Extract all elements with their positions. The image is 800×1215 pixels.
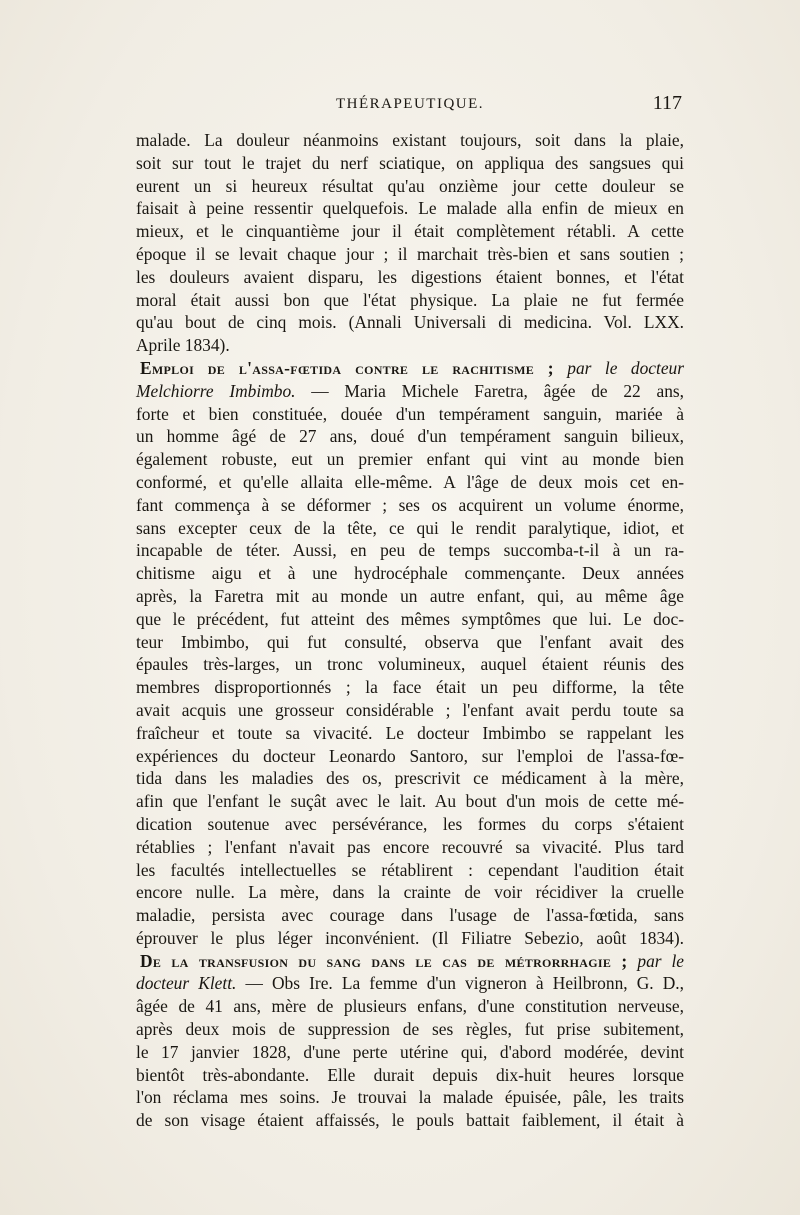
text-line: époque il se levait chaque jour ; il marchait très-bien et sans soutien ;	[136, 243, 684, 264]
text-line: bientôt très-abondante. Elle durait depuis dix-huit heures lorsque	[136, 1064, 684, 1085]
text-line: sans excepter ceux de la tête, ce qui le rendit paralytique, idiot, et	[136, 517, 684, 538]
section-author: Melchiorre Imbimbo.	[136, 380, 296, 401]
page-number: 117	[652, 92, 682, 114]
running-title: THÉRAPEUTIQUE.	[335, 96, 485, 112]
text-line: âgée de 41 ans, mère de plusieurs enfans, d'une constitution nerveuse,	[136, 996, 684, 1017]
text-line: l'on réclama mes soins. Je trouvai la malade épuisée, pâle, les traits	[136, 1087, 684, 1108]
body-text	[136, 129, 684, 1132]
section-heading-line	[136, 950, 684, 973]
text-line: membres disproportionnés ; la face était un peu difforme, la tête	[136, 677, 684, 698]
text-line: tida dans les maladies des os, prescrivit ce médicament à la mère,	[136, 768, 684, 789]
text-line: de son visage étaient affaissés, le pouls battait faiblement, il était à	[136, 1110, 684, 1131]
text-line: un homme âgé de 27 ans, doué d'un tempérament sanguin bilieux,	[136, 426, 684, 447]
text-line: Melchiorre Imbimbo. — Maria Michele Faretra, âgée de 22 ans,	[136, 380, 685, 401]
text-line: conformé, et qu'elle allaita elle-même. A l'âge de deux mois cet en-	[136, 471, 684, 492]
text-line: également robuste, eut un premier enfant qui vint au monde bien	[136, 449, 684, 470]
text-line: afin que l'enfant le suçât avec le lait. Au bout d'un mois de cette mé-	[136, 791, 684, 812]
text-line: fant commença à se déformer ; ses os acquirent un volume énorme,	[136, 494, 684, 515]
text-line: que le précédent, fut atteint des mêmes symptômes que lui. Le doc-	[136, 608, 684, 629]
section-byline: par le	[627, 950, 685, 971]
text-line: docteur Klett. — Obs Ire. La femme d'un vigneron à Heilbronn, G. D.,	[136, 973, 684, 994]
text-line: soit sur tout le trajet du nerf sciatique, on appliqua des sangsues qui	[136, 152, 684, 173]
section-heading-line	[136, 357, 684, 380]
text-line: forte et bien constituée, douée d'un tempérament sanguin, mariée à	[136, 403, 684, 424]
text-line: rétablies ; l'enfant n'avait pas encore recouvré sa vivacité. Plus tard	[136, 836, 684, 857]
section-heading: De la transfusion du sang dans le cas de métrorrhagie ;	[140, 950, 628, 971]
text-line: expériences du docteur Leonardo Santoro, sur l'emploi de l'assa-fœ-	[136, 745, 684, 766]
text-line: après, la Faretra mit au monde un autre enfant, qui, au même âge	[136, 585, 684, 606]
text-line: malade. La douleur néanmoins existant toujours, soit dans la plaie,	[136, 130, 684, 150]
text-line: incapable de téter. Aussi, en peu de temps succomba-t-il à un ra-	[136, 540, 684, 561]
text-line: avait acquis une grosseur considérable ; l'enfant avait perdu toute sa	[136, 699, 684, 720]
text-line: le 17 janvier 1828, d'une perte utérine qui, d'abord modérée, devint	[136, 1041, 684, 1062]
section-heading: Emploi de l'assa-fœtida contre le rachitisme ;	[140, 357, 554, 378]
text-line: épaules très-larges, un tronc volumineux, auquel étaient réunis des	[136, 654, 684, 675]
text-line: dication soutenue avec persévérance, les formes du corps s'étaient	[136, 813, 684, 834]
text-line: eurent un si heureux résultat qu'au onzième jour cette douleur se	[136, 175, 684, 196]
text-line: éprouver le plus léger inconvénient. (Il Filiatre Sebezio, août 1834).	[136, 927, 684, 948]
text-line: mieux, et le cinquantième jour il était complètement rétabli. A cette	[136, 221, 684, 242]
text-line: après deux mois de suppression de ses règles, fut prise subitement,	[136, 1019, 684, 1040]
text-line: les facultés intellectuelles se rétablirent : cependant l'audition était	[136, 859, 684, 880]
text-line: chitisme aigu et à une hydrocéphale commençante. Deux années	[136, 563, 684, 584]
text-line: encore nulle. La mère, dans la crainte de voir récidiver la cruelle	[136, 882, 684, 903]
text-line: qu'au bout de cinq mois. (Annali Universali di medicina. Vol. LXX.	[136, 312, 684, 333]
section-author: docteur Klett.	[136, 973, 237, 994]
section-byline: par le docteur	[553, 357, 684, 378]
text-line: fraîcheur et toute sa vivacité. Le docteur Imbimbo se rappelant les	[136, 722, 684, 743]
text-line: les douleurs avaient disparu, les digestions étaient bonnes, et l'état	[136, 266, 684, 287]
text-line: maladie, persista avec courage dans l'usage de l'assa-fœtida, sans	[136, 905, 684, 926]
text-line: teur Imbimbo, qui fut consulté, observa que l'enfant avait des	[136, 631, 684, 652]
running-head	[138, 92, 682, 122]
text-line: Aprile 1834).	[136, 335, 230, 356]
text-line: faisait à peine ressentir quelquefois. Le malade alla enfin de mieux en	[136, 198, 684, 219]
text-line: moral était aussi bon que l'état physique. La plaie ne fut fermée	[136, 289, 684, 310]
